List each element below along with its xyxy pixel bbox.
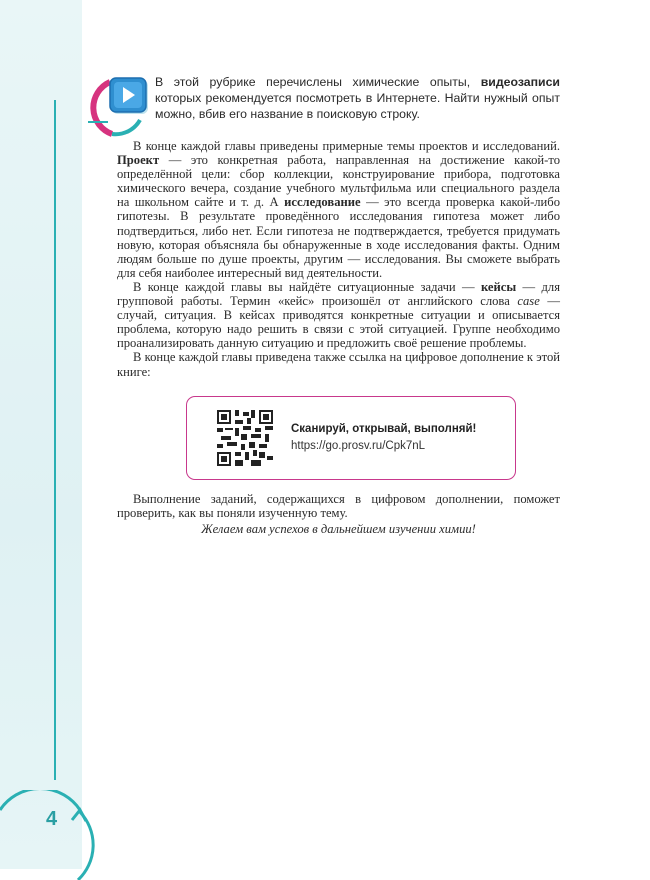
qr-url-link[interactable]: https://go.prosv.ru/Cpk7nL xyxy=(291,440,426,452)
paragraph-digital: В конце каждой главы приведена также ссылка на цифровое дополнение к этой книге: xyxy=(117,350,560,379)
video-play-icon xyxy=(88,72,152,142)
paragraph-projects: В конце каждой главы приведены примерные темы проектов и исследований. Проект — это конкретная работа, направленная на достижение какой-то определённой цели: сбор коллекции, конструирование прибора, подготовка химического вечера, создание учебного мультфильма или специального раздела на школьном сайте и т. д. А исследование — это всегда проверка какой-либо гипотезы. В результате проведённого исследования гипотеза может либо подтвердиться, либо нет. Если гипотеза не подтверждается, требуется придумать новую, которая объясняла бы обнаруженные в ходе исследования факты. Одним людям больше по душе проекты, другим — исследования. Вы сможете выбрать для себя наиболее интересный вид деятельности. xyxy=(117,139,560,280)
page-number-circle-icon xyxy=(0,790,110,880)
paragraph-digital-tasks: Выполнение заданий, содержащихся в цифровом дополнении, поможет проверить, как вы поняли изученную тему. xyxy=(117,492,560,521)
closing-text xyxy=(117,492,560,520)
qr-title: Сканируй, открывай, выполняй! xyxy=(291,423,477,435)
video-rubric-note: В этой рубрике перечислены химические опыты, видеозаписи которых рекомендуется посмотреть в Интернете. Найти нужный опыт можно, вбив его название в поисковую строку. xyxy=(155,75,560,121)
wish-line: Желаем вам успехов в дальнейшем изучении химии! xyxy=(201,522,476,536)
page-number: 4 xyxy=(46,808,58,830)
left-decorative-band xyxy=(0,0,82,869)
qr-code[interactable] xyxy=(217,410,273,466)
paragraph-cases: В конце каждой главы вы найдёте ситуационные задачи — кейсы — для групповой работы. Термин «кейс» произошёл от английского слова case — случай, ситуация. В кейсах приводятся конкретные ситуации и описывается проблема, которую надо решить в связи с этой ситуацией. Группе необходимо проанализировать данную ситуацию и предложить своё решение проблемы. xyxy=(117,279,560,351)
margin-line xyxy=(54,100,56,780)
main-text xyxy=(117,139,560,379)
qr-link-box[interactable] xyxy=(186,396,516,480)
